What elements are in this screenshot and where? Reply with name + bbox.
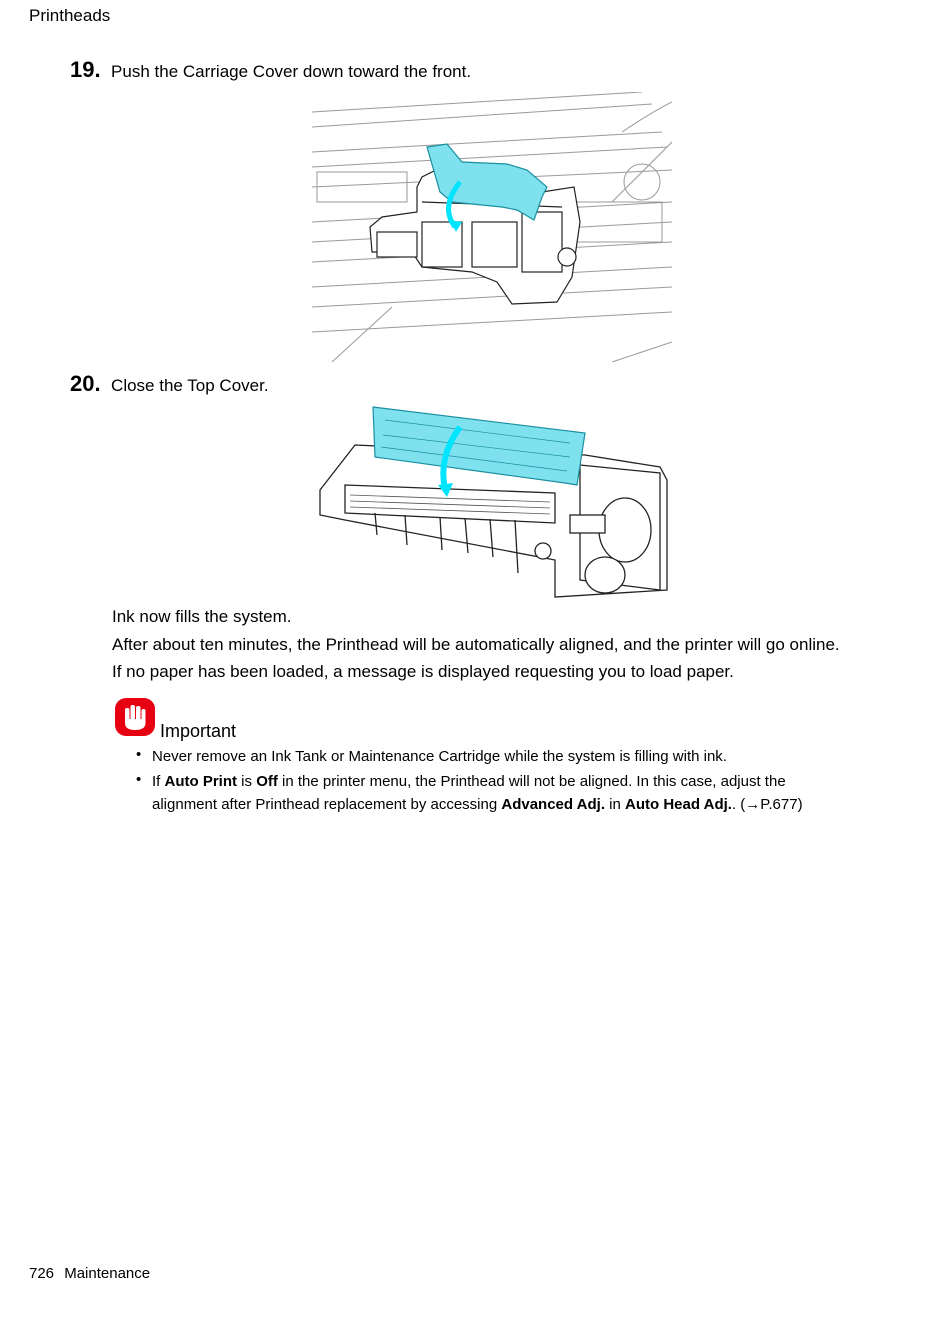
printer-top-cover-drawing [315, 405, 670, 600]
important-bullet-2-line-2 [152, 796, 803, 813]
text-run: in the printer menu, the Printhead will not be aligned. In this case, adjust the [277, 773, 786, 790]
step-instruction: Close the Top Cover. [111, 376, 269, 395]
bullet-dot: • [136, 771, 142, 788]
top-cover-illustration [315, 405, 670, 600]
page-footer [29, 1265, 150, 1282]
step-19 [70, 57, 471, 83]
paragraph-ink-fills: Ink now fills the system. [112, 607, 292, 626]
carriage-cover-illustration [312, 92, 672, 362]
menu-item-advanced-adj: Advanced Adj. [501, 796, 605, 813]
setting-off: Off [256, 773, 278, 790]
bullet-dot: • [136, 746, 142, 763]
paragraph-alignment: After about ten minutes, the Printhead will be automatically aligned, and the printer will go online. [112, 635, 840, 654]
text-run: is [237, 773, 257, 790]
paragraph-no-paper: If no paper has been loaded, a message is displayed requesting you to load paper. [112, 662, 734, 681]
important-bullet-2-line-1 [152, 773, 786, 790]
menu-item-auto-head-adj: Auto Head Adj. [625, 796, 732, 813]
step-number: 20. [70, 371, 101, 396]
page-reference-link[interactable]: . (→P.677) [731, 796, 803, 813]
important-title: Important [160, 721, 237, 741]
text-run: If [152, 773, 165, 790]
chapter-name: Maintenance [64, 1265, 151, 1282]
text-run: alignment after Printhead replacement by accessing [152, 796, 502, 813]
page-number: 726 [29, 1265, 55, 1282]
step-20 [70, 371, 269, 397]
step-number: 19. [70, 57, 101, 82]
running-header: Printheads [29, 6, 111, 25]
step-instruction: Push the Carriage Cover down toward the front. [111, 62, 472, 81]
menu-item-auto-print: Auto Print [164, 773, 238, 790]
important-hand-icon [114, 697, 156, 737]
carriage-cover-drawing [312, 92, 672, 362]
text-run: in [605, 796, 626, 813]
important-bullet-1: Never remove an Ink Tank or Maintenance Cartridge while the system is filling with ink. [152, 748, 727, 765]
